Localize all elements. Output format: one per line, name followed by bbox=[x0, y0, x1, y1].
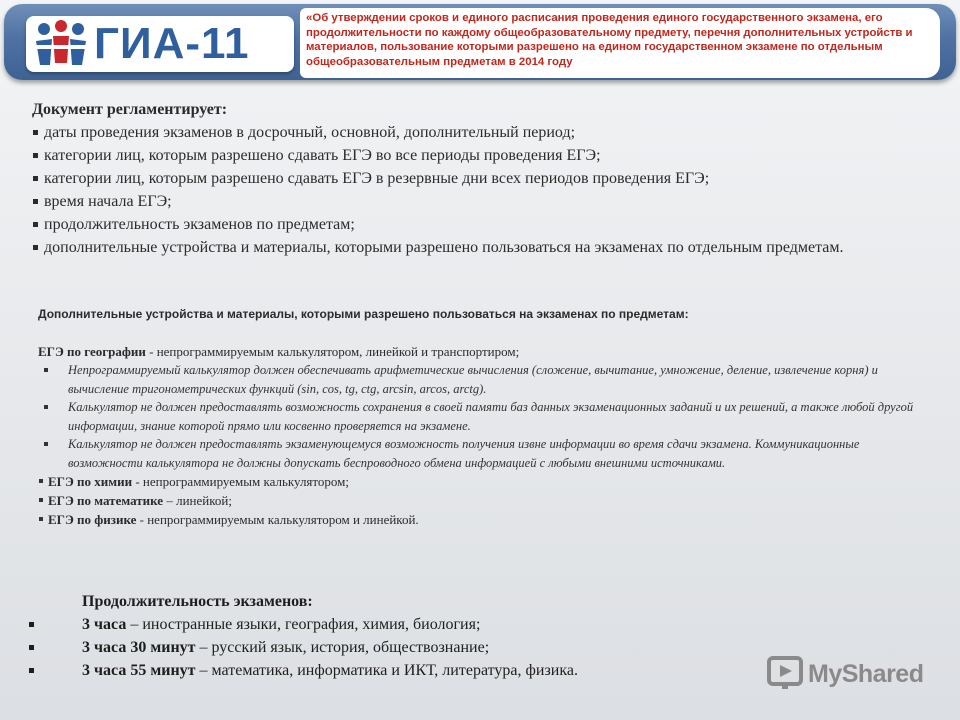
duration-time: 3 часа 55 минут bbox=[82, 662, 196, 679]
list-item: даты проведения экзаменов в досрочный, основной, дополнительный период; bbox=[32, 121, 912, 144]
duration-heading: Продолжительность экзаменов: bbox=[82, 593, 313, 610]
duration-time: 3 часа bbox=[82, 616, 127, 633]
list-item bbox=[20, 613, 900, 636]
list-item: время начала ЕГЭ; bbox=[32, 190, 912, 213]
people-emblem-icon bbox=[32, 19, 90, 69]
regulation-list bbox=[32, 121, 912, 259]
list-item: категории лиц, которым разрешено сдавать ЕГЭ в резервные дни всех периодов проведения ЕГЭ; bbox=[32, 167, 912, 190]
subject-name: ЕГЭ по физике bbox=[48, 512, 137, 527]
logo-text: ГИА-11 bbox=[94, 19, 250, 68]
subject-materials: - непрограммируемым калькулятором; bbox=[132, 474, 350, 489]
list-item: категории лиц, которым разрешено сдавать ЕГЭ во все периоды проведения ЕГЭ; bbox=[32, 144, 912, 167]
subject-name: ЕГЭ по географии bbox=[38, 344, 146, 359]
presentation-icon bbox=[766, 655, 804, 693]
materials-heading: Дополнительные устройства и материалы, которыми разрешено пользоваться на экзаменах по предметам: bbox=[38, 307, 689, 321]
subject-name: ЕГЭ по математике bbox=[48, 493, 164, 508]
list-item bbox=[38, 472, 918, 491]
gia-logo bbox=[26, 16, 294, 72]
document-title: «Об утверждении сроков и единого расписания проведения единого государственного экзамена, его продолжительности по каждому общеобразовательному предмету, перечня дополнительных устройств и материалов, пользование которыми разрешено на едином государственном экзамене по отдельным общеобразовательным предметам в 2014 году bbox=[306, 12, 913, 68]
duration-subjects: – математика, информатика и ИКТ, литература, физика. bbox=[195, 662, 578, 679]
duration-time: 3 часа 30 минут bbox=[82, 639, 196, 656]
header-banner bbox=[4, 4, 956, 80]
duration-subjects: – русский язык, история, обществознание; bbox=[195, 639, 490, 656]
subject-materials: - непрограммируемым калькулятором и линейкой. bbox=[136, 512, 419, 527]
list-item bbox=[38, 491, 918, 510]
document-regulates-section bbox=[32, 98, 912, 259]
list-item: продолжительность экзаменов по предметам; bbox=[32, 213, 912, 236]
list-item: Непрограммируемый калькулятор должен обеспечивать арифметические вычисления (сложение, вычитание, умножение, деление, извлечение корня) и вычисление тригонометрических функций (sin, cos, tg, ctg, arcsin, arcos, arctg). bbox=[38, 361, 918, 398]
section-heading: Документ регламентирует: bbox=[32, 101, 228, 118]
list-item bbox=[38, 510, 918, 529]
subject-name: ЕГЭ по химии bbox=[48, 474, 133, 489]
myshared-watermark bbox=[766, 654, 926, 694]
materials-section bbox=[38, 305, 918, 529]
list-item: Калькулятор не должен предоставлять экзаменующемуся возможность получения извне информации во время сдачи экзамена. Коммуникационные возможности калькулятора не должны допускать беспроводного обмена информацией с любыми внешними источниками. bbox=[38, 435, 918, 472]
duration-subjects: – иностранные языки, география, химия, биология; bbox=[126, 616, 481, 633]
subject-materials: - непрограммируемым калькулятором, линейкой и транспортиром; bbox=[145, 344, 520, 359]
calculator-rules-list bbox=[38, 361, 918, 472]
document-title-box bbox=[300, 8, 940, 78]
watermark-text: MyShared bbox=[808, 659, 924, 688]
geography-line bbox=[38, 343, 918, 361]
subject-materials: – линейкой; bbox=[163, 493, 232, 508]
list-item: Калькулятор не должен предоставлять возможность сохранения в своей памяти баз данных экзаменационных заданий и их решений, а также любой другой информации, знание которой прямо или косвенно проверяется на экзамене. bbox=[38, 398, 918, 435]
subjects-list bbox=[38, 472, 918, 529]
list-item: дополнительные устройства и материалы, которыми разрешено пользоваться на экзаменах по отдельным предметам. bbox=[32, 236, 912, 259]
